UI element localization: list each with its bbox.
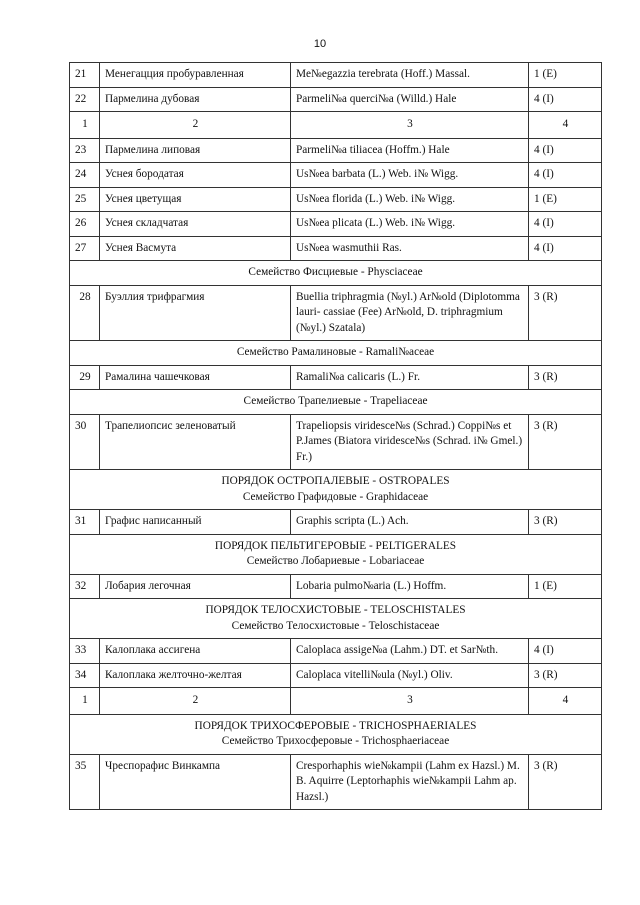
russian-name: Чреспорафис Винкампа <box>100 754 291 810</box>
category: 4 (I) <box>529 236 602 261</box>
row-number: 35 <box>70 754 100 810</box>
russian-name: Пармелина липовая <box>100 138 291 163</box>
section-header <box>70 390 602 415</box>
column-number: 4 <box>529 688 602 715</box>
russian-name: Уснея складчатая <box>100 212 291 237</box>
latin-name: Me№egazzia terebrata (Hoff.) Massal. <box>291 63 529 88</box>
section-header-row <box>70 714 602 754</box>
latin-name: Caloplaca vitelli№ula (№yl.) Oliv. <box>291 663 529 688</box>
russian-name: Пармелина дубовая <box>100 87 291 112</box>
russian-name: Рамалина чашечковая <box>100 365 291 390</box>
column-number: 4 <box>529 112 602 139</box>
section-header-line: ПОРЯДОК ПЕЛЬТИГЕРОВЫЕ - PELTIGERALES <box>214 539 457 552</box>
species-row <box>70 87 602 112</box>
species-row <box>70 163 602 188</box>
latin-name: Parmeli№a tiliacea (Hoffm.) Hale <box>291 138 529 163</box>
section-header <box>70 470 602 510</box>
category: 3 (R) <box>529 754 602 810</box>
section-header-line: Семейство Трапелиевые - Trapeliaceae <box>243 395 428 407</box>
column-number: 2 <box>100 112 291 139</box>
category: 3 (R) <box>529 285 602 341</box>
category: 3 (R) <box>529 365 602 390</box>
section-header-line: ПОРЯДОК ТРИХОСФЕРОВЫЕ - TRICHOSPHAERIALES <box>194 719 477 732</box>
section-header-row <box>70 261 602 286</box>
latin-name: Us№ea plicata (L.) Web. i№ Wigg. <box>291 212 529 237</box>
species-row <box>70 574 602 599</box>
column-number-row <box>70 688 602 715</box>
row-number: 23 <box>70 138 100 163</box>
category: 4 (I) <box>529 163 602 188</box>
page-number: 10 <box>313 38 327 50</box>
row-number: 27 <box>70 236 100 261</box>
species-row <box>70 212 602 237</box>
section-header-row <box>70 470 602 510</box>
row-number: 34 <box>70 663 100 688</box>
species-row <box>70 510 602 535</box>
species-row <box>70 138 602 163</box>
russian-name: Калоплака ассигена <box>100 639 291 664</box>
row-number: 22 <box>70 87 100 112</box>
species-row <box>70 236 602 261</box>
species-row <box>70 187 602 212</box>
column-number: 3 <box>291 688 529 715</box>
row-number: 24 <box>70 163 100 188</box>
latin-name: Buellia triphragmia (№yl.) Ar№old (Diplotomma lauri- cassiae (Fee) Ar№old, D. triphragmium (№yl.) Szatala) <box>291 285 529 341</box>
latin-name: Us№ea florida (L.) Web. i№ Wigg. <box>291 187 529 212</box>
category: 4 (I) <box>529 87 602 112</box>
column-number: 1 <box>70 112 100 139</box>
section-header-line: Семейство Лобариевые - Lobariaceae <box>246 555 425 567</box>
section-header-line: Семейство Телосхистовые - Teloschistaceae <box>231 619 440 632</box>
section-header <box>70 714 602 754</box>
section-header <box>70 599 602 639</box>
section-header-row <box>70 341 602 366</box>
latin-name: Us№ea wasmuthii Ras. <box>291 236 529 261</box>
category: 1 (E) <box>529 574 602 599</box>
category: 4 (I) <box>529 138 602 163</box>
column-number: 3 <box>291 112 529 139</box>
species-row <box>70 365 602 390</box>
row-number: 30 <box>70 414 100 470</box>
latin-name: Ramali№a calicaris (L.) Fr. <box>291 365 529 390</box>
row-number: 29 <box>70 365 100 390</box>
species-row <box>70 663 602 688</box>
section-header-row <box>70 390 602 415</box>
species-table <box>69 62 602 810</box>
category: 3 (R) <box>529 414 602 470</box>
latin-name: Us№ea barbata (L.) Web. i№ Wigg. <box>291 163 529 188</box>
category: 4 (I) <box>529 639 602 664</box>
section-header-line: Семейство Трихосферовые - Trichosphaeriaceae <box>221 735 450 747</box>
species-row <box>70 639 602 664</box>
column-number: 2 <box>100 688 291 715</box>
russian-name: Графис написанный <box>100 510 291 535</box>
latin-name: Graphis scripta (L.) Ach. <box>291 510 529 535</box>
category: 3 (R) <box>529 663 602 688</box>
row-number: 31 <box>70 510 100 535</box>
latin-name: Trapeliopsis viridesce№s (Schrad.) Coppi№s et P.James (Biatora viridesce№s (Schrad. i№ Gmel.) Fr.) <box>291 414 529 470</box>
latin-name: Lobaria pulmo№aria (L.) Hoffm. <box>291 574 529 599</box>
russian-name: Буэллия трифрагмия <box>100 285 291 341</box>
latin-name: Cresporhaphis wie№kampii (Lahm ex Hazsl.) M. B. Aquirre (Leptorhaphis wie№kampii Lahm ap. Hazsl.) <box>291 754 529 810</box>
russian-name: Лобария легочная <box>100 574 291 599</box>
row-number: 26 <box>70 212 100 237</box>
species-row <box>70 285 602 341</box>
row-number: 32 <box>70 574 100 599</box>
section-header-line: Семейство Графидовые - Graphidaceae <box>242 490 429 503</box>
section-header-line: Семейство Рамалиновые - Ramali№aceae <box>236 346 435 358</box>
row-number: 25 <box>70 187 100 212</box>
latin-name: Caloplaca assige№a (Lahm.) DT. et Sar№th. <box>291 639 529 664</box>
section-header <box>70 534 602 574</box>
row-number: 21 <box>70 63 100 88</box>
section-header-line: Семейство Фисциевые - Physciaceae <box>248 266 423 278</box>
column-number-row <box>70 112 602 139</box>
russian-name: Уснея бородатая <box>100 163 291 188</box>
russian-name: Уснея Васмута <box>100 236 291 261</box>
row-number: 28 <box>70 285 100 341</box>
russian-name: Менегацция пробуравленная <box>100 63 291 88</box>
category: 1 (E) <box>529 187 602 212</box>
row-number: 33 <box>70 639 100 664</box>
category: 4 (I) <box>529 212 602 237</box>
russian-name: Калоплака желточно-желтая <box>100 663 291 688</box>
category: 1 (E) <box>529 63 602 88</box>
section-header-row <box>70 534 602 574</box>
section-header-line: ПОРЯДОК ТЕЛОСХИСТОВЫЕ - TELOSCHISTALES <box>205 604 466 616</box>
category: 3 (R) <box>529 510 602 535</box>
column-number: 1 <box>70 688 100 715</box>
section-header-row <box>70 599 602 639</box>
russian-name: Трапелиопсис зеленоватый <box>100 414 291 470</box>
species-row <box>70 754 602 810</box>
section-header-line: ПОРЯДОК ОСТРОПАЛЕВЫЕ - OSTROPALES <box>221 475 450 487</box>
section-header <box>70 261 602 286</box>
section-header <box>70 341 602 366</box>
latin-name: Parmeli№a querci№a (Willd.) Hale <box>291 87 529 112</box>
species-row <box>70 63 602 88</box>
species-row <box>70 414 602 470</box>
russian-name: Уснея цветущая <box>100 187 291 212</box>
